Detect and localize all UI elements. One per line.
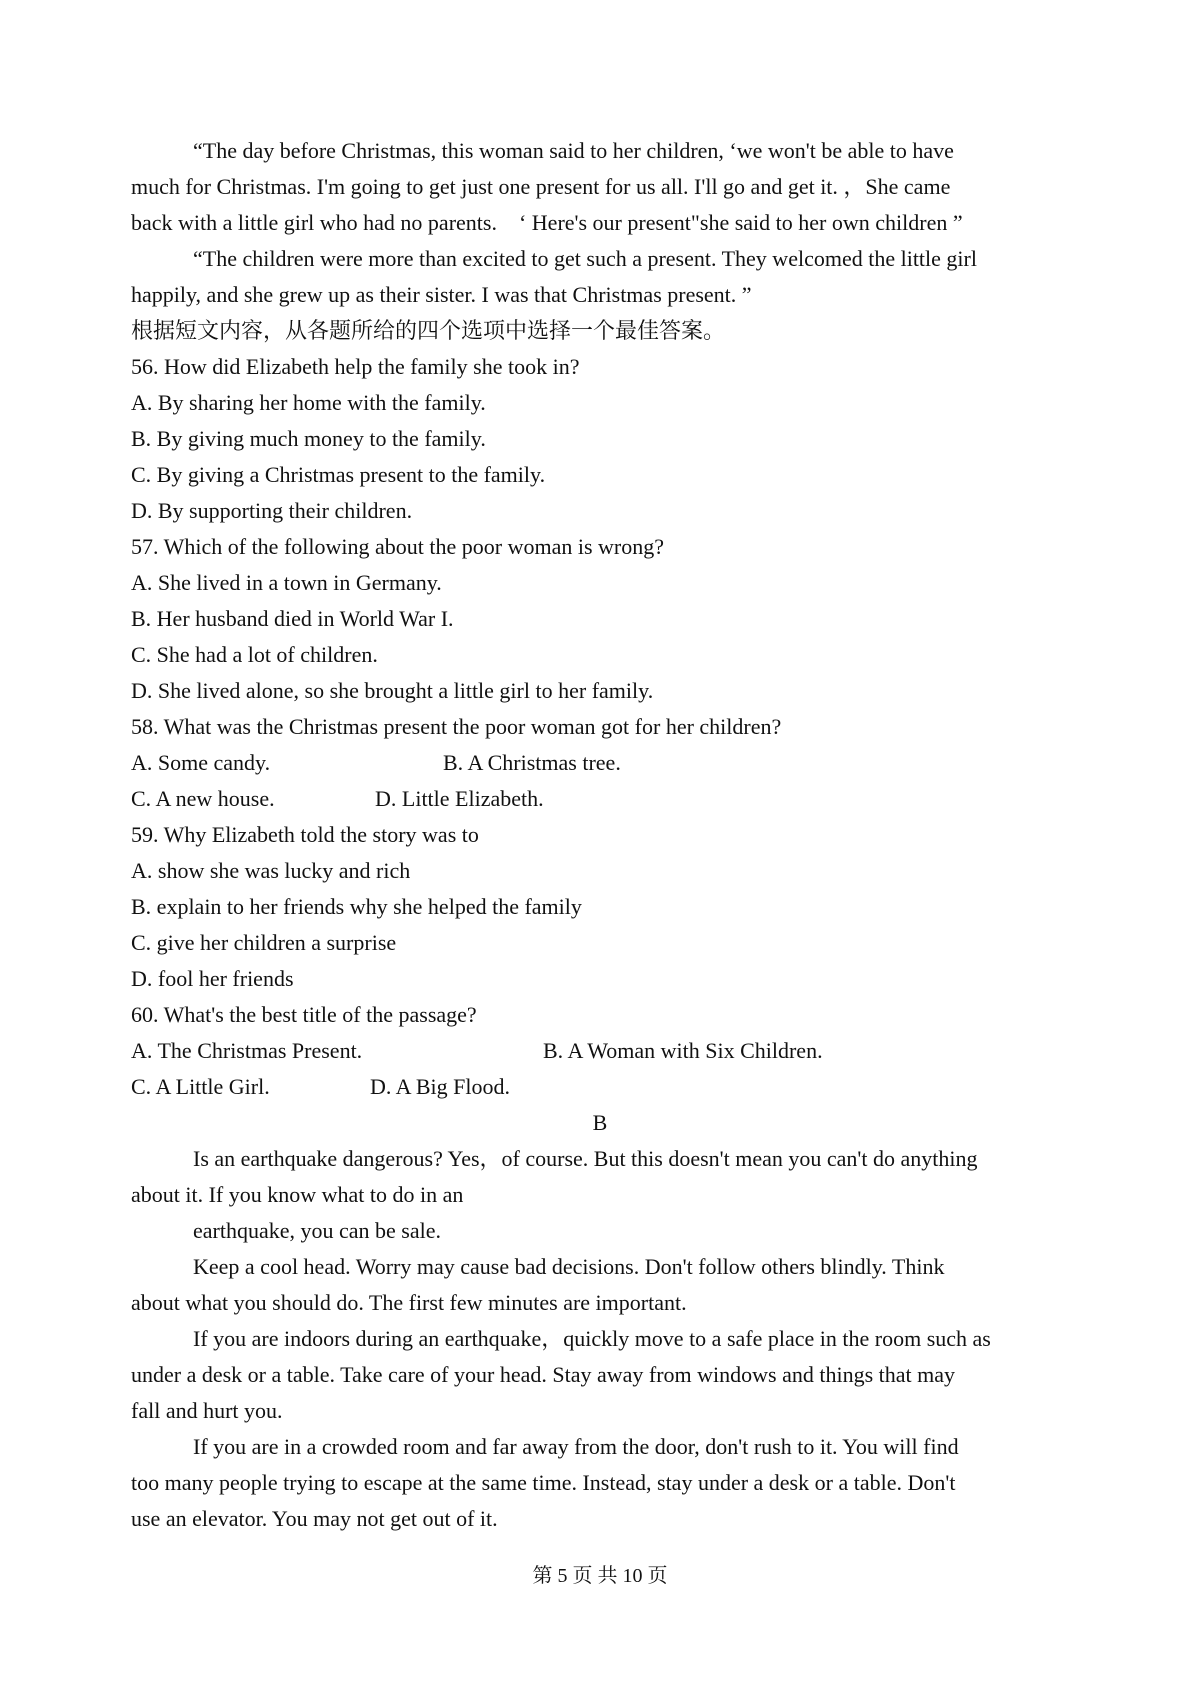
passage-a-line: “The day before Christmas, this woman said to her children, ‘we won't be able to have bbox=[193, 138, 954, 163]
answer-option: D. She lived alone, so she brought a little girl to her family. bbox=[131, 678, 654, 703]
answer-option: A. show she was lucky and rich bbox=[131, 858, 411, 883]
answer-option: D. By supporting their children. bbox=[131, 498, 413, 523]
answer-option: C. give her children a surprise bbox=[131, 930, 397, 955]
question-stem: 59. Why Elizabeth told the story was to bbox=[131, 822, 479, 847]
answer-option: A. By sharing her home with the family. bbox=[131, 390, 486, 415]
passage-b-line: about what you should do. The first few minutes are important. bbox=[131, 1290, 687, 1315]
passage-b-line: under a desk or a table. Take care of your head. Stay away from windows and things that may bbox=[131, 1362, 956, 1387]
passage-b-line: Keep a cool head. Worry may cause bad decisions. Don't follow others blindly. Think bbox=[193, 1254, 945, 1279]
section-heading: B bbox=[592, 1110, 608, 1135]
answer-option: D. Little Elizabeth. bbox=[375, 786, 544, 811]
answer-option: A. The Christmas Present. bbox=[131, 1038, 363, 1063]
answer-option: B. A Christmas tree. bbox=[443, 750, 621, 775]
passage-a-line: “The children were more than excited to get such a present. They welcomed the little girl bbox=[193, 246, 977, 271]
answer-option: D. A Big Flood. bbox=[370, 1074, 510, 1099]
passage-b-line: use an elevator. You may not get out of it. bbox=[131, 1506, 498, 1531]
passage-a-line: back with a little girl who had no parents. ‘ Here's our present"she said to her own children ” bbox=[131, 210, 963, 235]
question-stem: 57. Which of the following about the poor woman is wrong? bbox=[131, 534, 664, 559]
answer-option: C. She had a lot of children. bbox=[131, 642, 378, 667]
passage-b-line: If you are indoors during an earthquake，quickly move to a safe place in the room such as bbox=[193, 1326, 991, 1351]
passage-b-line: about it. If you know what to do in an bbox=[131, 1182, 464, 1207]
question-stem: 58. What was the Christmas present the poor woman got for her children? bbox=[131, 714, 782, 739]
passage-a-line: much for Christmas. I'm going to get just one present for us all. I'll go and get it. ，She came bbox=[131, 174, 951, 199]
answer-option: C. A new house. bbox=[131, 786, 275, 811]
passage-b-line: too many people trying to escape at the same time. Instead, stay under a desk or a table. Don't bbox=[131, 1470, 956, 1495]
instruction-text: 根据短文内容，从各题所给的四个选项中选择一个最佳答案。 bbox=[131, 318, 726, 343]
page-footer: 第 5 页 共 10 页 bbox=[532, 1565, 668, 1587]
question-stem: 56. How did Elizabeth help the family she took in? bbox=[131, 354, 580, 379]
passage-b-line: earthquake, you can be sale. bbox=[193, 1218, 441, 1243]
answer-option: C. A Little Girl. bbox=[131, 1074, 270, 1099]
passage-b-line: fall and hurt you. bbox=[131, 1398, 283, 1423]
answer-option: B. explain to her friends why she helped the family bbox=[131, 894, 582, 919]
question-stem: 60. What's the best title of the passage? bbox=[131, 1002, 477, 1027]
answer-option: B. A Woman with Six Children. bbox=[543, 1038, 823, 1063]
passage-b-line: If you are in a crowded room and far away from the door, don't rush to it. You will find bbox=[193, 1434, 959, 1459]
answer-option: A. Some candy. bbox=[131, 750, 271, 775]
answer-option: B. Her husband died in World War I. bbox=[131, 606, 454, 631]
answer-option: C. By giving a Christmas present to the family. bbox=[131, 462, 546, 487]
answer-option: A. She lived in a town in Germany. bbox=[131, 570, 442, 595]
passage-b-line: Is an earthquake dangerous? Yes，of course. But this doesn't mean you can't do anything bbox=[193, 1146, 978, 1171]
answer-option: B. By giving much money to the family. bbox=[131, 426, 486, 451]
answer-option: D. fool her friends bbox=[131, 966, 294, 991]
passage-a-line: happily, and she grew up as their sister. I was that Christmas present. ” bbox=[131, 282, 752, 307]
